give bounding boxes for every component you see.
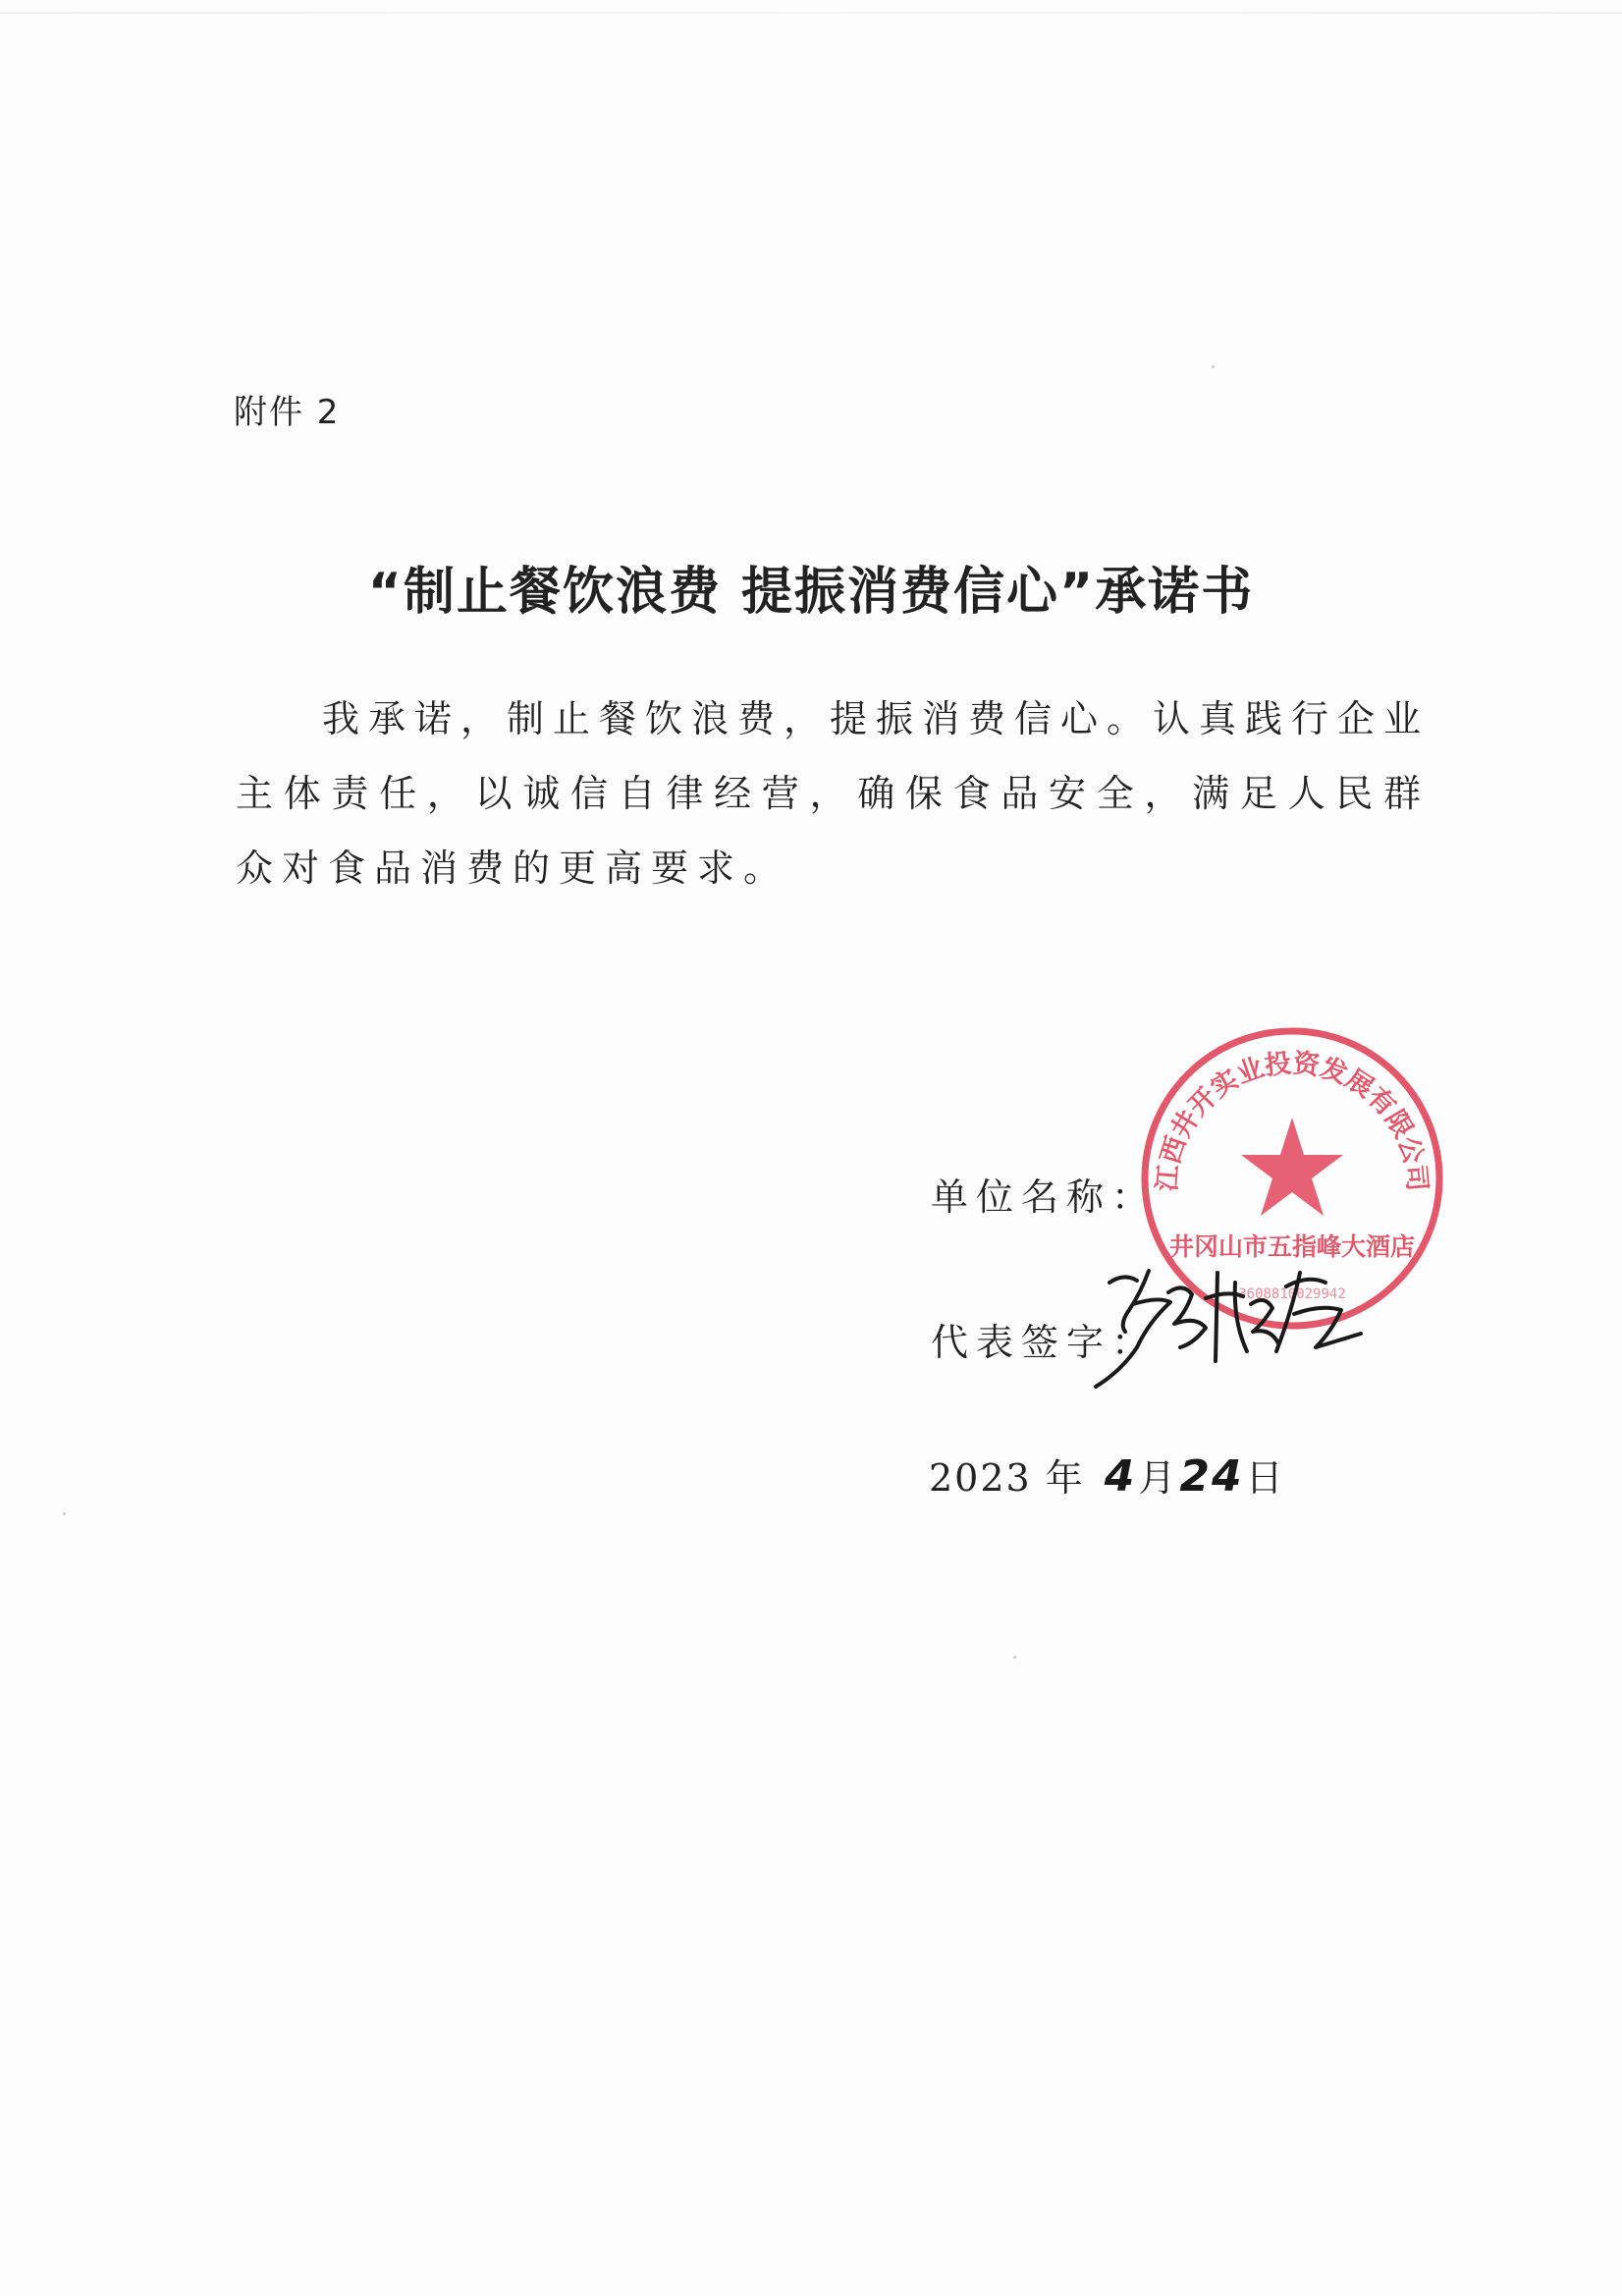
attachment-label: 附件 2 [234,393,341,432]
handwritten-signature [1090,1253,1384,1391]
representative-signature-label: 代表签字： [931,1321,1158,1364]
date-day-suffix: 日 [1245,1456,1285,1500]
scan-speck [1013,1656,1016,1659]
document-title: “制止餐饮浪费 提振消费信心”承诺书 [367,563,1255,622]
date-year: 2023 [929,1456,1032,1500]
seal-serial-number: 3608810029942 [1238,1286,1346,1302]
seal-star-icon [1241,1118,1343,1216]
seal-bottom-text: 井冈山市五指峰大酒店 [1168,1232,1416,1261]
seal-top-text: 江西井开实业投资发展有限公司 [1152,1048,1433,1193]
date-month-handwritten: 4 [1104,1451,1137,1502]
scan-edge [0,12,1622,14]
unit-name-label: 单位名称： [931,1175,1158,1219]
date-year-suffix: 年 [1045,1456,1085,1500]
date-line [929,1448,1285,1502]
scan-speck [63,1512,66,1515]
date-day-handwritten: 24 [1179,1451,1244,1502]
date-month-suffix: 月 [1138,1456,1178,1500]
scan-speck [1212,365,1215,368]
pledge-body-text: 我承诺，制止餐饮浪费，提振消费信心。认真践行企业主体责任，以诚信自律经营，确保食品安全，满足人民群众对食品消费的更高要求。 [236,697,1431,890]
